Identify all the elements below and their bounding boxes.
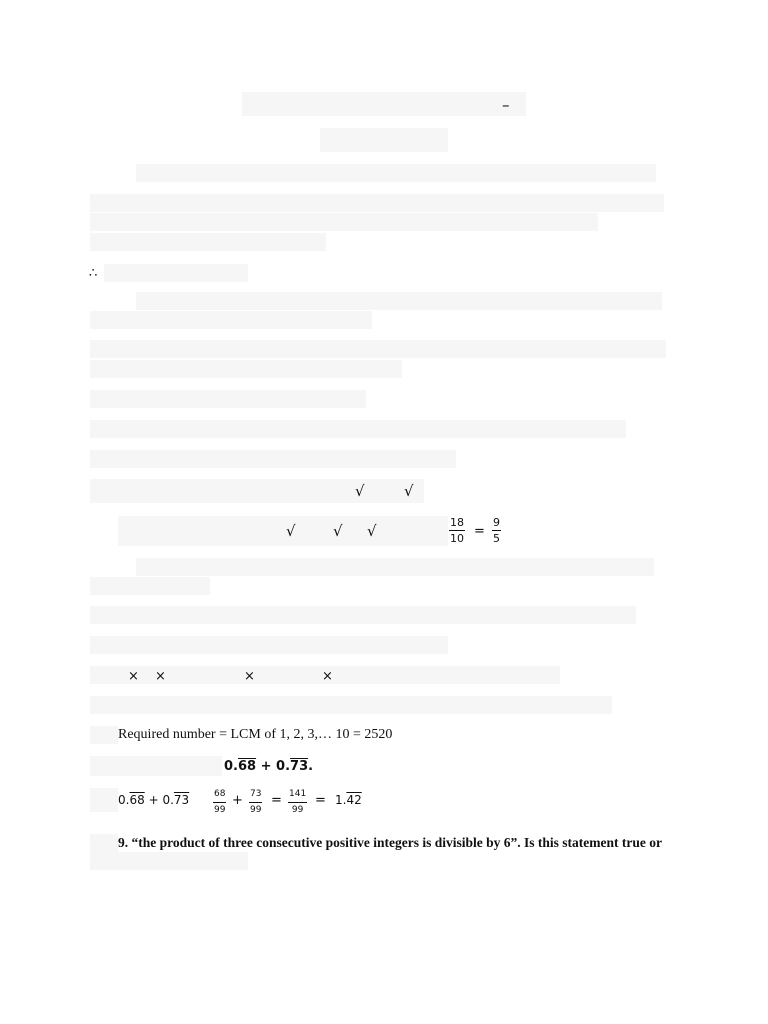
- redacted-line: [90, 420, 626, 438]
- fraction-18-10: [449, 516, 465, 545]
- redacted-line: [90, 213, 598, 231]
- times-symbol: ×: [128, 669, 139, 684]
- fraction-numerator: 141: [288, 788, 307, 803]
- redacted-line: [136, 558, 654, 576]
- fraction-denominator: 5: [493, 532, 500, 545]
- redacted-line: [90, 577, 210, 595]
- decimal-int: 0.: [224, 759, 238, 774]
- redacted-line: [90, 852, 248, 870]
- repeating-digits: 42: [346, 793, 362, 807]
- redacted-line: [90, 340, 666, 358]
- redacted-line: [90, 636, 448, 654]
- redacted-line: [90, 756, 222, 776]
- sqrt-symbol: √: [286, 522, 296, 540]
- plus-symbol: +: [232, 793, 243, 808]
- redacted-line: [90, 360, 402, 378]
- fraction-numerator: 9: [493, 516, 500, 529]
- repeating-digits: 73: [290, 759, 309, 774]
- redacted-heading-2: [320, 128, 448, 152]
- redacted-line: [90, 788, 118, 812]
- plus-symbol: +: [260, 759, 272, 774]
- equals-symbol: =: [271, 793, 282, 808]
- repeating-digits: 68: [129, 793, 145, 807]
- fraction-numerator: 18: [450, 516, 464, 529]
- fraction-9-5: [492, 516, 501, 545]
- sqrt-symbol: √: [355, 482, 365, 500]
- sqrt-symbol: √: [404, 482, 414, 500]
- redacted-heading-1: [242, 92, 526, 116]
- fraction-68-99: [213, 788, 226, 817]
- redacted-line: [136, 164, 656, 182]
- times-symbol: ×: [244, 669, 255, 684]
- fraction-numerator: 68: [213, 788, 226, 803]
- question-9-text: 9. “the product of three consecutive positive integers is divisible by 6”. Is this statement true or: [118, 835, 662, 850]
- lcm-answer-line: Required number = LCM of 1, 2, 3,… 10 = 2520: [118, 727, 393, 742]
- fraction-denominator: 99: [250, 805, 262, 815]
- sqrt-symbol: √: [367, 522, 377, 540]
- dash-symbol: –: [502, 96, 510, 114]
- redacted-line: [90, 450, 456, 468]
- fraction-numerator: 73: [249, 788, 262, 803]
- repeating-digits: 73: [173, 793, 190, 807]
- fraction-141-99: [288, 788, 307, 817]
- redacted-line: [90, 390, 366, 408]
- redacted-line: [118, 516, 448, 546]
- redacted-line: [90, 194, 664, 212]
- repeating-digits: 68: [237, 759, 257, 774]
- fraction-denominator: 99: [214, 805, 226, 815]
- fraction-denominator: 99: [291, 805, 304, 815]
- decimal-int: 1.: [335, 793, 347, 807]
- therefore-symbol: ∴: [89, 266, 98, 281]
- redacted-line: [90, 726, 118, 744]
- question-sum-expression: [224, 758, 313, 776]
- solution-sum-result: [335, 791, 362, 809]
- decimal-int: 0.: [162, 793, 174, 807]
- redacted-line: [136, 292, 662, 310]
- period: .: [308, 759, 314, 774]
- plus-symbol: +: [148, 793, 159, 807]
- fraction-denominator: 10: [450, 532, 464, 545]
- redacted-line: [90, 311, 372, 329]
- solution-sum-lhs: [118, 791, 189, 809]
- equals-symbol: =: [474, 524, 485, 539]
- redacted-line: [90, 479, 424, 503]
- sqrt-symbol: √: [333, 522, 343, 540]
- redacted-line: [90, 233, 326, 251]
- decimal-int: 0.: [276, 759, 291, 774]
- redacted-line: [104, 264, 248, 282]
- decimal-int: 0.: [118, 793, 130, 807]
- redacted-line: [90, 606, 636, 624]
- times-symbol: ×: [322, 669, 333, 684]
- times-symbol: ×: [155, 669, 166, 684]
- redacted-line: [90, 696, 612, 714]
- fraction-73-99: [249, 788, 262, 817]
- equals-symbol: =: [315, 793, 326, 808]
- redacted-line: [90, 834, 118, 852]
